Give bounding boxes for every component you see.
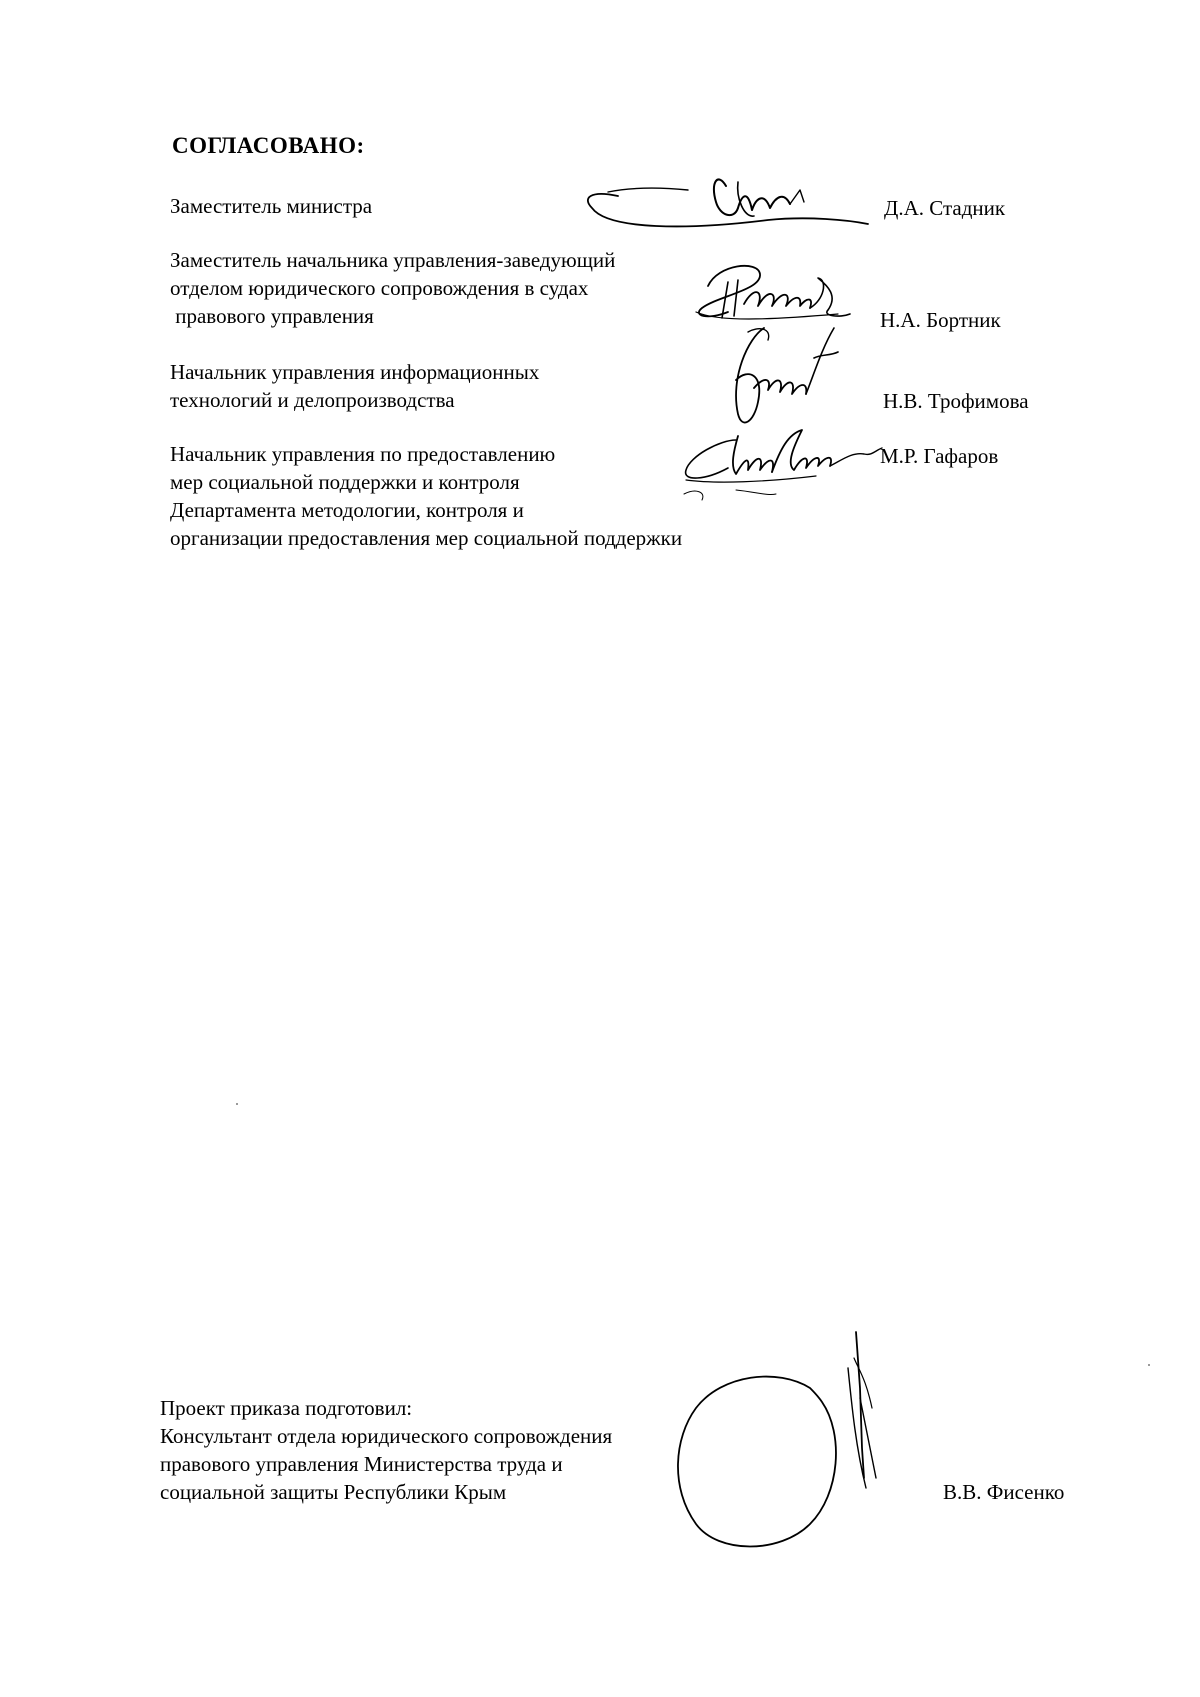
position-line: отделом юридического сопровождения в судах [170,276,589,300]
prepared-by-line: Консультант отдела юридического сопровождения [160,1424,613,1448]
approval-position-3 [170,358,539,414]
approval-heading: СОГЛАСОВАНО: [172,133,365,158]
approval-name-1: Д.А. Стадник [884,196,1006,220]
signature-5-icon [660,1328,910,1558]
position-line: правового управления [170,304,374,328]
position-line: организации предоставления мер социальной поддержки [170,526,683,550]
prepared-by-line: Проект приказа подготовил: [160,1396,413,1420]
position-line: Заместитель начальника управления-заведующий [170,248,616,272]
position-line: Заместитель министра [170,194,373,218]
position-line: мер социальной поддержки и контроля [170,470,520,494]
approval-name-2: Н.А. Бортник [880,308,1001,332]
prepared-by-line: социальной защиты Республики Крым [160,1480,507,1504]
signature-4-icon [676,420,886,504]
signature-1-icon [578,168,878,240]
position-line: технологий и делопроизводства [170,388,455,412]
approval-position-2 [170,246,615,330]
prepared-by-block [160,1394,612,1506]
approval-name-3: Н.В. Трофимова [883,389,1029,413]
approval-name-4: М.Р. Гафаров [880,444,999,468]
scan-speck [1148,1364,1150,1366]
approval-position-1 [170,192,372,220]
position-line: Начальник управления информационных [170,360,540,384]
position-line: Начальник управления по предоставлению [170,442,556,466]
scan-speck [236,1103,238,1105]
prepared-by-line: правового управления Министерства труда и [160,1452,563,1476]
position-line: Департамента методологии, контроля и [170,498,524,522]
prepared-by-name: В.В. Фисенко [943,1480,1065,1504]
approval-position-4 [170,440,682,552]
